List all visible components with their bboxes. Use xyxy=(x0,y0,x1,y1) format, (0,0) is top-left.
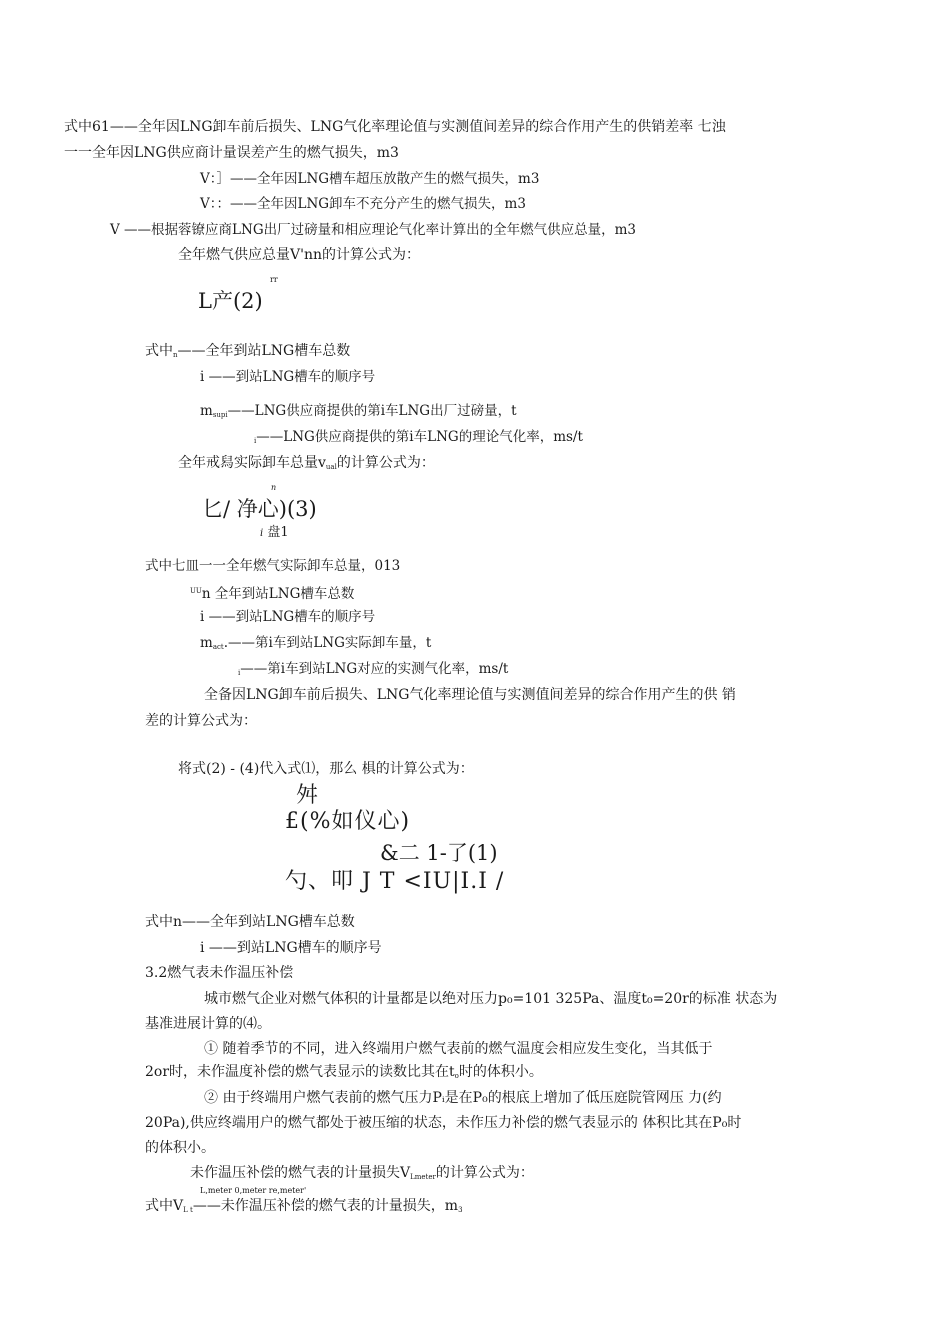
text-line-31: 的体积小。 xyxy=(145,1140,215,1156)
text-line-19: 全备因LNG卸车前后损失、LNG气化率理论值与实测值间差异的综合作用产生的供 销 xyxy=(204,687,736,703)
text-line-8-a: 式中 xyxy=(145,343,173,359)
formula-3-superscript: n xyxy=(271,483,277,492)
text-line-32 xyxy=(190,1164,534,1186)
text-line-34-b: ——未作温压补偿的燃气表的计量损失，m xyxy=(192,1198,459,1214)
text-line-34-sub2: 3 xyxy=(458,1206,463,1214)
text-line-17-a: m xyxy=(200,635,213,651)
text-line-10-a: m xyxy=(200,403,213,419)
text-line-18-sub: i xyxy=(238,669,241,677)
text-line-34-a: 式中V xyxy=(145,1198,184,1214)
text-line-14: 式中七皿一一全年燃气实际卸车总量，013 xyxy=(145,558,401,574)
text-line-15 xyxy=(190,582,354,603)
formula-4-line-2: £(%如仪心) xyxy=(285,809,411,834)
text-line-8-b: ——全年到站LNG槽车总数 xyxy=(177,343,351,359)
text-line-25: 城市燃气企业对燃气体积的计量都是以绝对压力p₀=101 325Pa、温度t₀=20r的标准 状态为 xyxy=(204,991,778,1007)
text-line-34 xyxy=(145,1197,463,1219)
text-line-12-b: 的计算公式为： xyxy=(336,455,435,471)
text-line-12-a: 全年戒舄实际卸车总量v xyxy=(178,455,326,471)
text-line-11-sub: i xyxy=(254,437,257,445)
text-line-20: 差的计算公式为： xyxy=(145,713,257,729)
text-line-23: i ——到站LNG槽车的顺序号 xyxy=(200,940,382,956)
formula-2: L产(2) xyxy=(198,289,263,313)
text-line-9: i ——到站LNG槽车的顺序号 xyxy=(200,369,376,385)
text-line-34-sub: L t xyxy=(183,1206,193,1214)
section-heading-3-2: 3.2燃气表未作温压补偿 xyxy=(145,965,294,981)
text-line-32-sub: Lmeter xyxy=(410,1173,436,1181)
text-line-17 xyxy=(200,634,431,656)
text-line-27: ① 随着季节的不同，进入终端用户燃气表前的燃气温度会相应发生变化，当其低于 xyxy=(204,1041,713,1057)
text-line-4: V：：——全年因LNG卸车不充分产生的燃气损失，m3 xyxy=(200,196,526,212)
text-line-29: ② 由于终端用户燃气表前的燃气压力Pᵢ是在P₀的根底上增加了低压庭院管网压 力(约 xyxy=(204,1090,722,1106)
text-line-26: 基准进展计算的⑷。 xyxy=(145,1016,271,1032)
text-line-32-a: 未作温压补偿的燃气表的计量损失V xyxy=(190,1165,411,1181)
text-line-2: 一一全年因LNG供应商计量误差产生的燃气损失，m3 xyxy=(64,145,399,161)
text-line-10-sub: supi xyxy=(212,411,228,419)
formula-3: 匕/ 净心)(3) xyxy=(202,497,317,521)
text-line-1: 式中61——全年因LNG卸车前后损失、LNG气化率理论值与实测值间差异的综合作用产生的供销差率 七浊 xyxy=(64,119,726,135)
text-line-21: 将式(2) - (4)代入式⑴，那么 椇的计算公式为： xyxy=(178,761,474,777)
text-line-10-b: ——LNG供应商提供的第i车LNG出厂过磅量，t xyxy=(227,403,517,419)
text-line-3: V：］——全年因LNG槽车超压放散产生的燃气损失，m3 xyxy=(200,171,540,187)
text-line-22: 式中n——全年到站LNG槽车总数 xyxy=(145,914,355,930)
text-line-28-sub: o xyxy=(454,1072,459,1080)
text-line-15-sup: UU xyxy=(190,587,202,595)
formula-3-below-i: i xyxy=(260,528,264,539)
formula-3-below xyxy=(260,524,289,543)
text-line-12 xyxy=(178,454,435,476)
formula-4-line-1: 舛 xyxy=(296,783,320,808)
text-line-8-sub: n xyxy=(173,351,178,359)
text-line-30: 20Pa),供应终端用户的燃气都处于被压缩的状态，未作压力补偿的燃气表显示的 体积比其在P₀时 xyxy=(145,1115,742,1131)
text-line-15-text: n 全年到站LNG槽车总数 xyxy=(201,586,355,602)
text-line-28-a: 2or时，未作温度补偿的燃气表显示的读数比其在t xyxy=(145,1064,455,1080)
text-line-10 xyxy=(200,402,517,424)
text-line-12-sub: ual xyxy=(325,463,337,471)
text-line-18 xyxy=(238,660,508,682)
text-line-32-b: 的计算公式为： xyxy=(435,1165,534,1181)
text-line-11-text: ——LNG供应商提供的第i车LNG的理论气化率，ms/t xyxy=(256,429,583,445)
text-line-17-b: .——第i车到站LNG实际卸车量，t xyxy=(223,635,432,651)
formula-4-line-4: 勺、叩 J T <IU|I.I / xyxy=(285,869,505,894)
text-line-28 xyxy=(145,1063,543,1085)
text-line-8 xyxy=(145,342,350,364)
text-line-5: V ——根据蓉镣应商LNG出厂过磅量和相应理论气化率计算出的全年燃气供应总量，m3 xyxy=(110,222,636,238)
formula-2-superscript: rr xyxy=(270,275,278,284)
text-line-11 xyxy=(254,428,583,450)
text-line-18-text: ——第i车到站LNG对应的实测气化率，ms/t xyxy=(240,661,509,677)
formula-5-fragment: L,meter 0,meter re,meter' xyxy=(200,1186,307,1195)
text-line-16: i ——到站LNG槽车的顺序号 xyxy=(200,609,376,625)
text-line-17-sub: act xyxy=(212,643,224,651)
formula-3-below-text: 盘1 xyxy=(267,525,289,540)
formula-4-line-3: &二 1-了(1) xyxy=(380,841,498,865)
text-line-6: 全年燃气供应总量V'nn的计算公式为： xyxy=(178,247,420,263)
text-line-28-b: 时的体积小。 xyxy=(458,1064,543,1080)
